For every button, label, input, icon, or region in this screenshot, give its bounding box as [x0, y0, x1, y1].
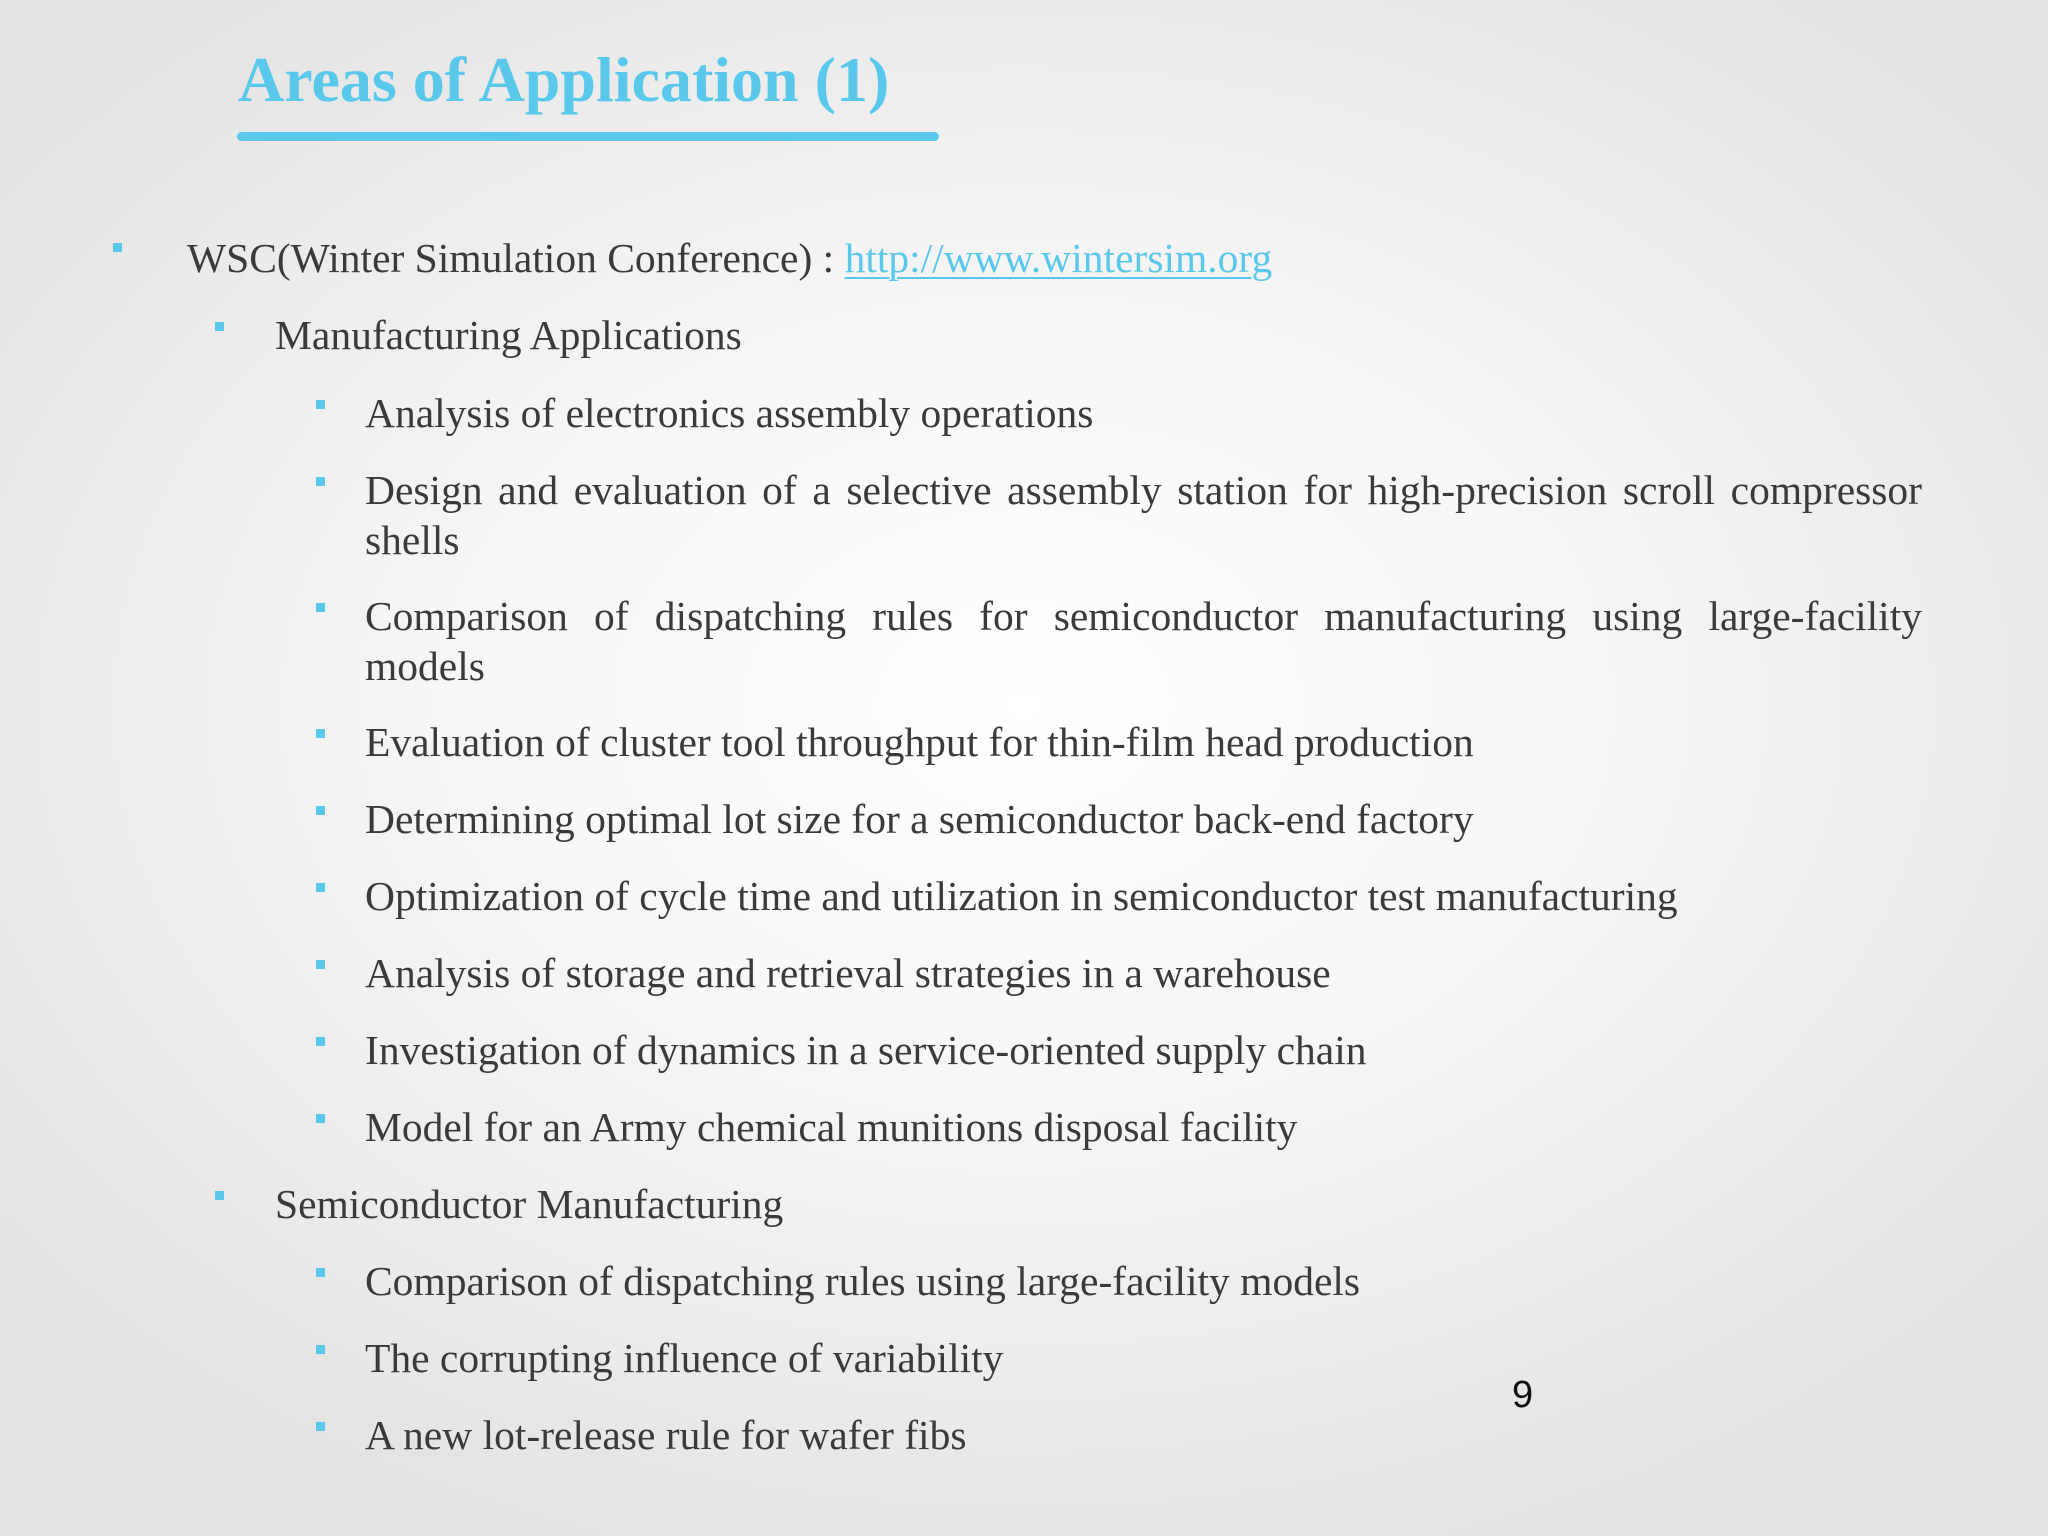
list-item: Model for an Army chemical munitions disposal facility — [365, 1104, 1298, 1150]
list-item: Comparison of dispatching rules for semiconductor manufacturing using large-facility models — [365, 593, 1922, 689]
list-item: Design and evaluation of a selective assembly station for high-precision scroll compressor shells — [365, 467, 1922, 563]
bullet-marker — [316, 477, 325, 486]
bullet-marker — [316, 960, 325, 969]
manufacturing-heading: Manufacturing Applications — [275, 312, 742, 358]
bullet-marker — [215, 322, 224, 331]
bullet-marker — [215, 1191, 224, 1200]
bullet-marker — [316, 1345, 325, 1354]
bullet-marker — [316, 400, 325, 409]
list-item: Analysis of electronics assembly operations — [365, 390, 1094, 436]
bullet-marker — [113, 243, 122, 252]
bullet-marker — [316, 1037, 325, 1046]
semiconductor-heading: Semiconductor Manufacturing — [275, 1181, 784, 1227]
bullet-marker — [316, 1268, 325, 1277]
list-item: Evaluation of cluster tool throughput for thin-film head production — [365, 719, 1474, 765]
page-number: 9 — [1512, 1374, 1534, 1416]
wintersim-link[interactable]: http://www.wintersim.org — [844, 235, 1273, 281]
title-underline — [237, 132, 939, 141]
bullet-marker — [316, 729, 325, 738]
bullet-marker — [316, 806, 325, 815]
list-item: The corrupting influence of variability — [365, 1335, 1004, 1381]
list-item: Investigation of dynamics in a service-oriented supply chain — [365, 1027, 1367, 1073]
list-item: Optimization of cycle time and utilization in semiconductor test manufacturing — [365, 873, 1678, 919]
slide-title: Areas of Application (1) — [238, 44, 890, 115]
list-item: Comparison of dispatching rules using large-facility models — [365, 1258, 1361, 1304]
wsc-item — [187, 233, 1272, 283]
list-item: A new lot-release rule for wafer fibs — [365, 1412, 967, 1458]
bullet-marker — [316, 603, 325, 612]
list-item: Determining optimal lot size for a semiconductor back-end factory — [365, 796, 1474, 842]
list-item: Analysis of storage and retrieval strategies in a warehouse — [365, 950, 1331, 996]
wsc-label: WSC(Winter Simulation Conference) : — [187, 235, 845, 281]
bullet-marker — [316, 1422, 325, 1431]
bullet-marker — [316, 1114, 325, 1123]
bullet-marker — [316, 883, 325, 892]
